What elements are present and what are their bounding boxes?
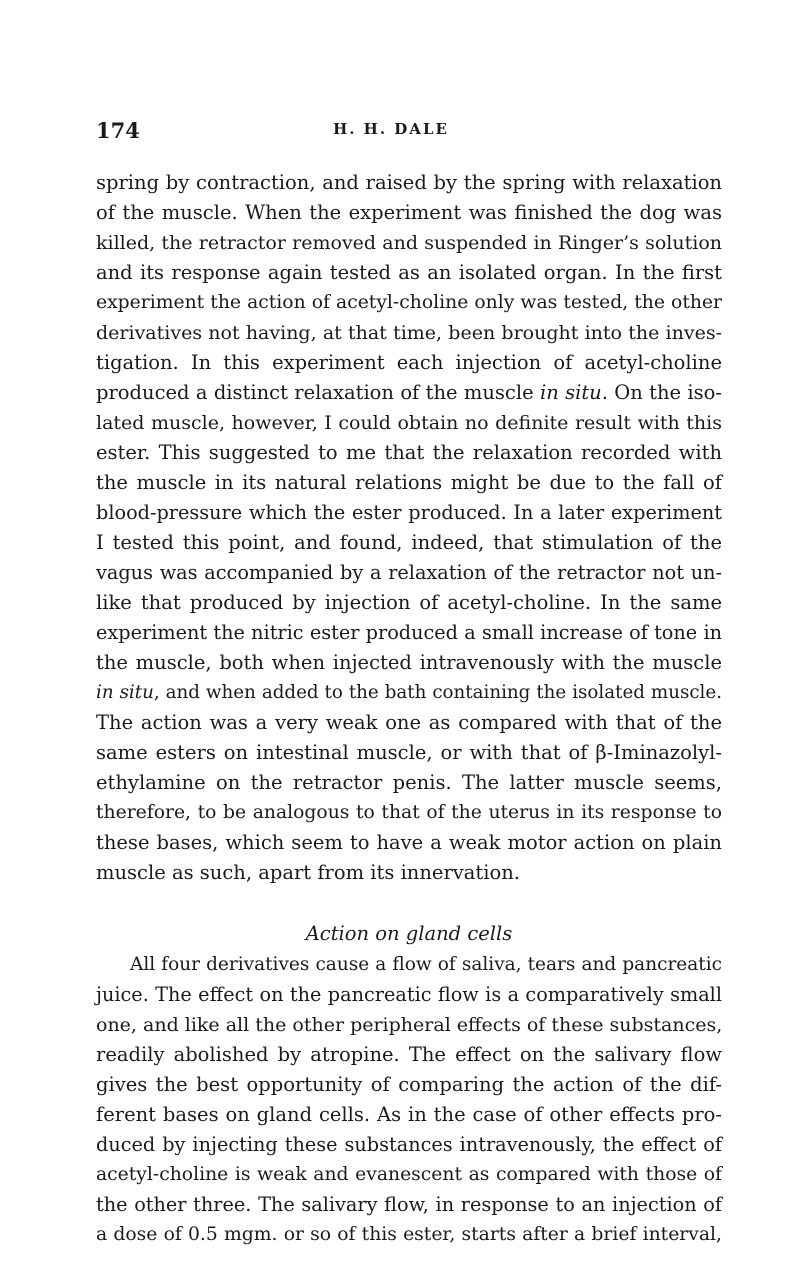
text-line: juice. The effect on the pancreatic flow is a comparatively small [96, 983, 722, 1006]
text-line: gives the best opportunity of comparing the action of the dif- [96, 1073, 722, 1096]
text-line: ethylamine on the retractor penis. The latter muscle seems, [96, 771, 722, 794]
text-line: ferent bases on gland cells. As in the case of other effects pro- [96, 1103, 722, 1126]
text-line: one, and like all the other peripheral effects of these substances, [96, 1014, 723, 1036]
text-line: duced by injecting these substances intravenously, the effect of [96, 1133, 722, 1156]
text-line: lated muscle, however, I could obtain no definite result with this [96, 412, 722, 434]
section-heading: Action on gland cells [305, 922, 513, 945]
paragraph-gland-cells [96, 950, 722, 1250]
text-line: and its response again tested as an isolated organ. In the first [96, 261, 722, 284]
text-line: I tested this point, and found, indeed, that stimulation of the [96, 531, 722, 554]
text-line: of the muscle. When the experiment was finished the dog was [96, 201, 722, 224]
page-number: 174 [96, 118, 140, 143]
text-line: a dose of 0.5 mgm. or so of this ester, starts after a brief interval, [96, 1224, 722, 1245]
text-line: produced a distinct relaxation of the muscle in situ. On the iso- [96, 381, 722, 404]
text-line: killed, the retractor removed and suspended in Ringer’s solution [96, 232, 722, 254]
paragraph-retractor-muscle [96, 168, 722, 888]
text-line: in situ, and when added to the bath containing the isolated muscle. [96, 682, 722, 703]
text-line: muscle as such, apart from its innervation. [96, 861, 520, 884]
text-line: therefore, to be analogous to that of the uterus in its response to [96, 802, 722, 823]
text-line: experiment the action of acetyl-choline only was tested, the other [96, 292, 722, 313]
text-line: acetyl-choline is weak and evanescent as compared with those of [96, 1164, 722, 1185]
text-line: ester. This suggested to me that the relaxation recorded with [96, 441, 722, 464]
text-line: same esters on intestinal muscle, or with that of β-Iminazolyl- [96, 741, 722, 764]
text-line: derivatives not having, at that time, been brought into the inves- [96, 322, 722, 344]
text-line: experiment the nitric ester produced a small increase of tone in [96, 621, 722, 644]
text-line: these bases, which seem to have a weak motor action on plain [96, 831, 722, 854]
text-line: like that produced by injection of acetyl-choline. In the same [96, 591, 722, 614]
text-line: The action was a very weak one as compared with that of the [96, 711, 722, 734]
text-line: readily abolished by atropine. The effect on the salivary flow [96, 1043, 722, 1066]
running-head-author: H. H. DALE [333, 120, 449, 138]
text-line: spring by contraction, and raised by the spring with relaxation [96, 171, 722, 194]
text-line: All four derivatives cause a flow of saliva, tears and pancreatic [130, 954, 722, 975]
text-line: the muscle, both when injected intravenously with the muscle [96, 651, 722, 674]
text-line: the muscle in its natural relations might be due to the fall of [96, 471, 722, 494]
text-line: tigation. In this experiment each injection of acetyl-choline [96, 351, 722, 374]
text-line: blood-pressure which the ester produced. In a later experiment [96, 501, 722, 524]
body-text [96, 168, 722, 1250]
running-head [96, 118, 686, 146]
text-line: the other three. The salivary flow, in response to an injection of [96, 1193, 722, 1216]
text-line: vagus was accompanied by a relaxation of the retractor not un- [96, 561, 722, 584]
